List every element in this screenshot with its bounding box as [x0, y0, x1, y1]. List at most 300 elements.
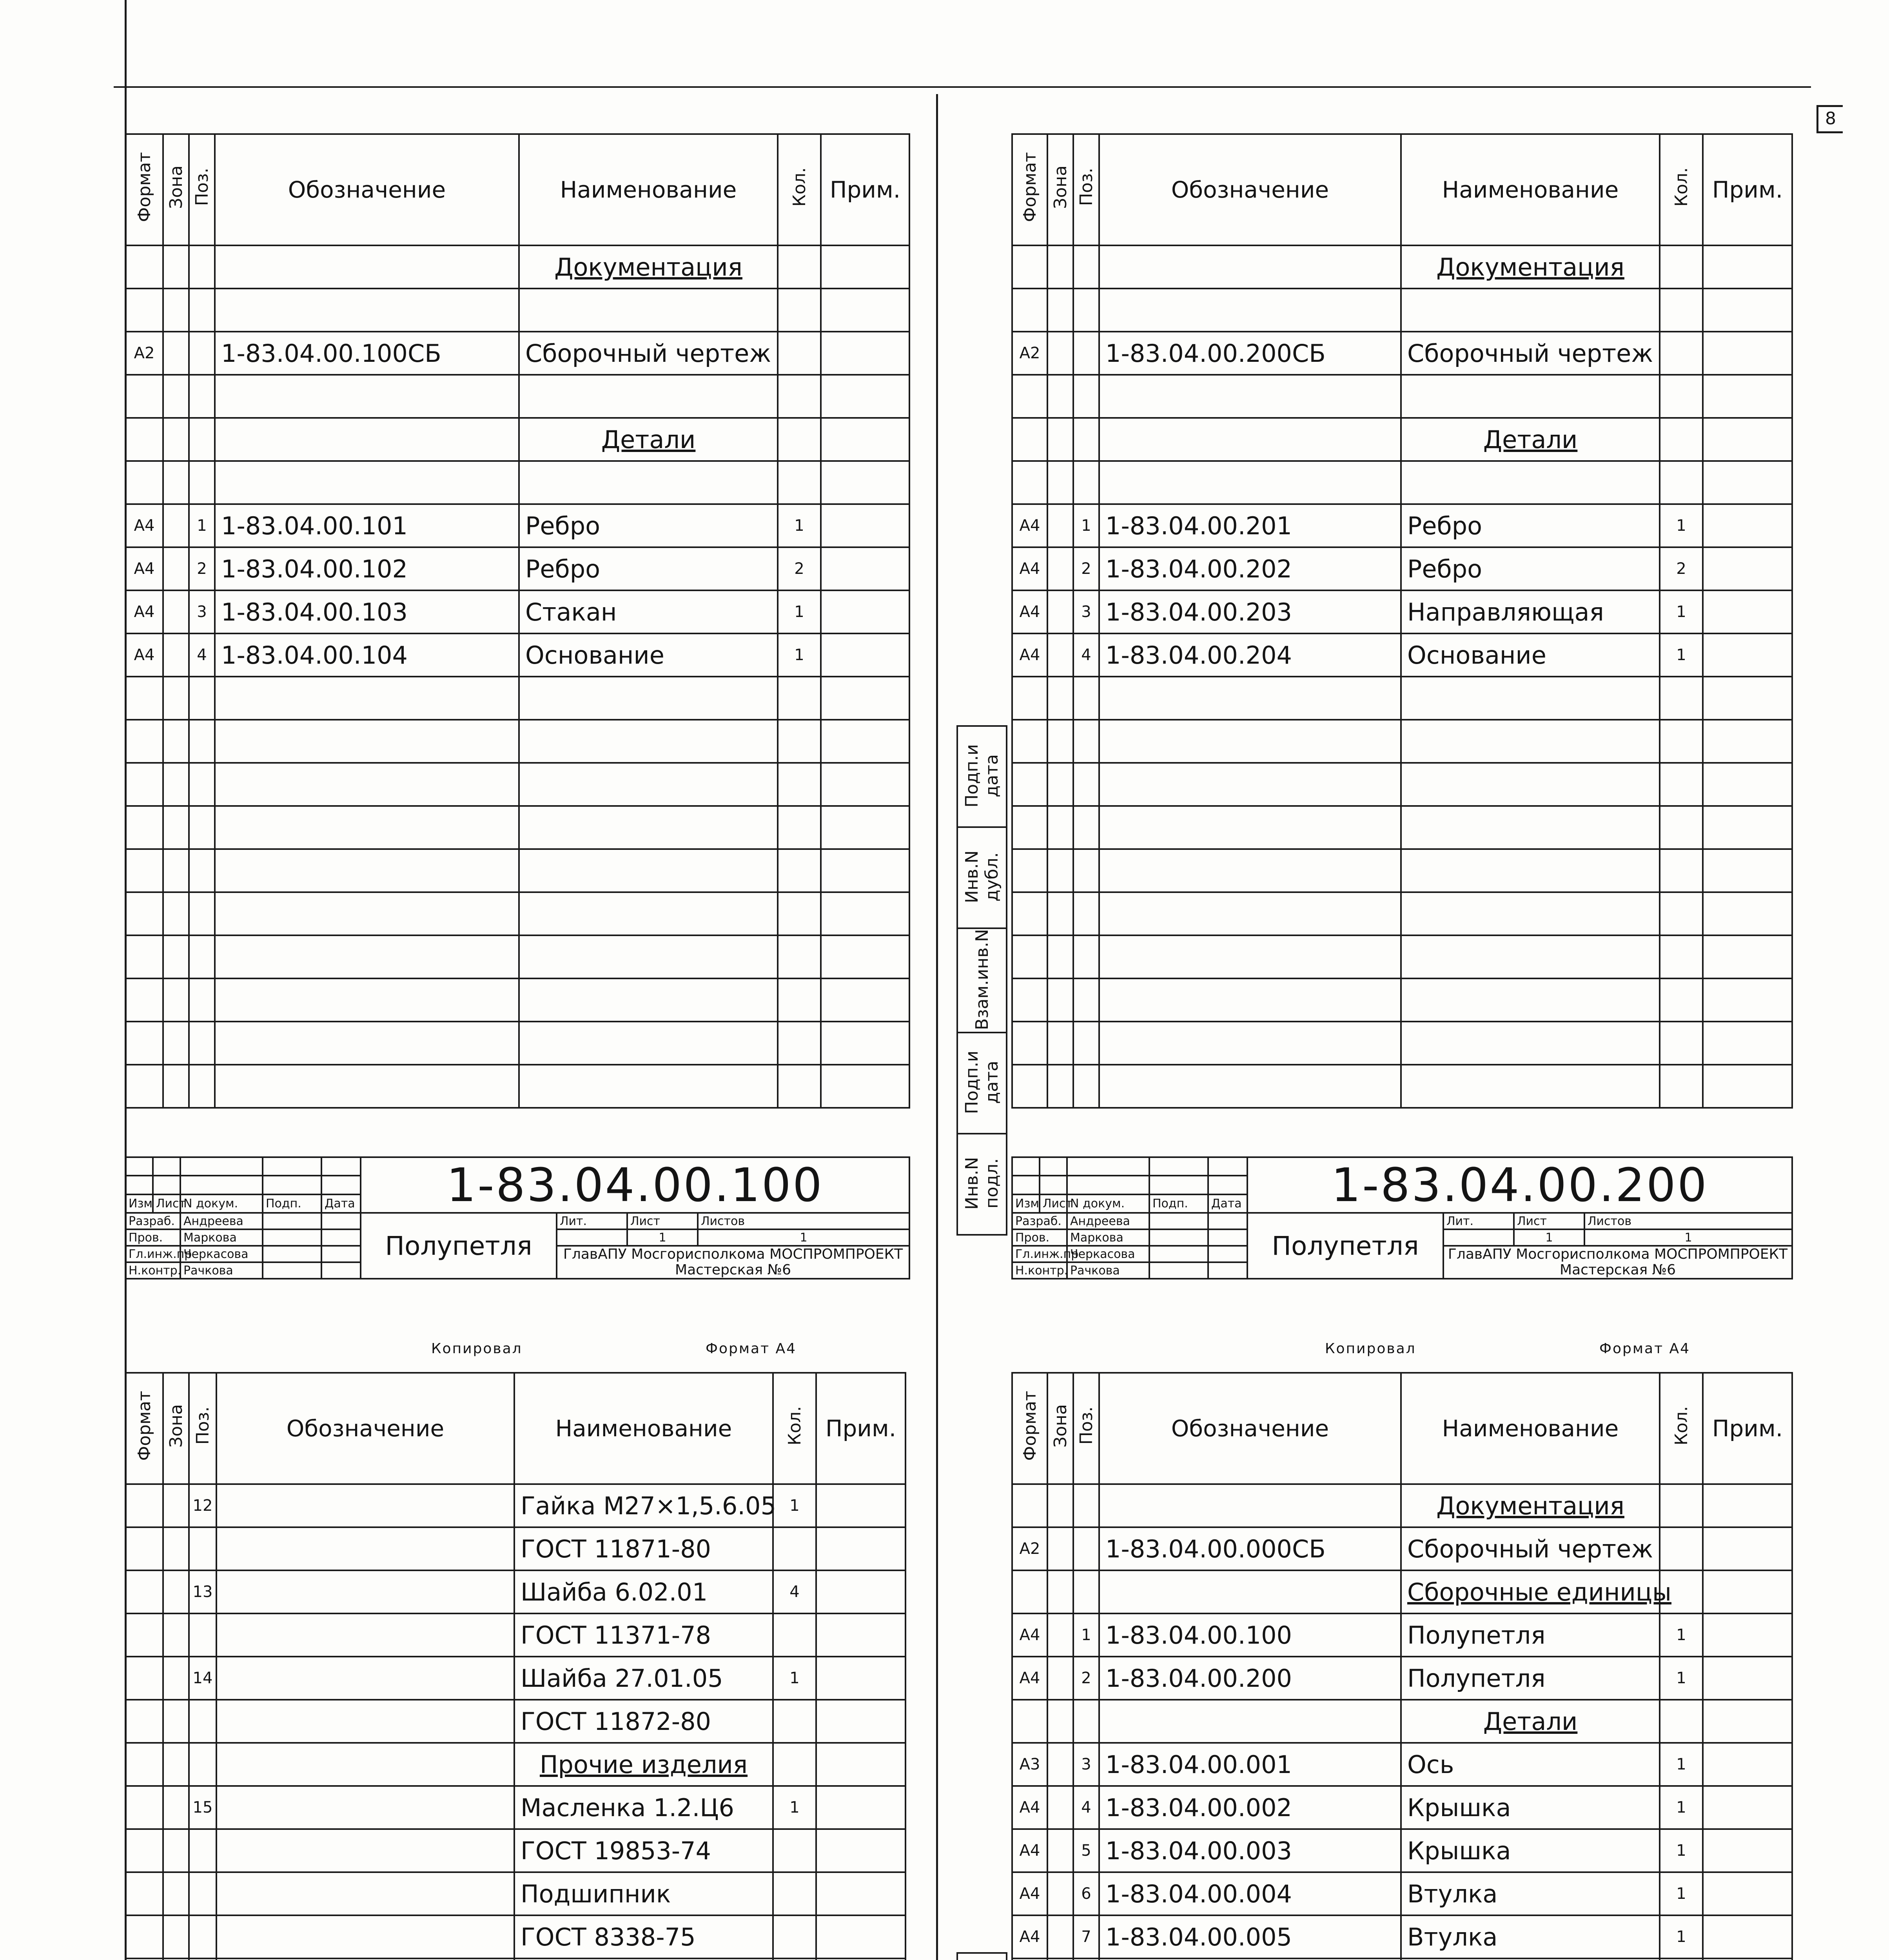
cell-name [1401, 935, 1660, 978]
cell-note [1703, 289, 1792, 332]
cell-qty [778, 677, 821, 720]
cell-zone [1047, 461, 1073, 504]
cell-name: Ребро [1401, 547, 1660, 590]
cell-designation [216, 1786, 514, 1829]
org-name: ГлавАПУ Мосгорисполкома МОСПРОМПРОЕКТ Мастерская №6 [557, 1246, 909, 1279]
cell-format [1012, 892, 1047, 935]
table-row [125, 289, 909, 332]
cell-qty [1660, 849, 1703, 892]
cell-pos: 15 [189, 1786, 216, 1829]
cell-designation [1099, 806, 1401, 849]
cell-zone [1047, 1527, 1073, 1570]
stamp-sheets: Листов [698, 1213, 909, 1229]
cell-note [1703, 763, 1792, 806]
cell-name: Гайка М27×1,5.6.05 [514, 1484, 773, 1527]
cell-qty: 1 [778, 633, 821, 677]
cell-qty [778, 806, 821, 849]
cell-pos: 13 [189, 1570, 216, 1613]
cell-pos [189, 677, 215, 720]
cell-format [1012, 677, 1047, 720]
cell-format [125, 1527, 163, 1570]
title-block-1 [125, 1156, 910, 1279]
cell-qty [778, 1065, 821, 1108]
cell-qty [778, 763, 821, 806]
cell-name: Ребро [519, 547, 778, 590]
cell-zone [163, 978, 189, 1022]
cell-qty [1660, 935, 1703, 978]
cell-format [125, 1022, 163, 1065]
cell-name [519, 677, 778, 720]
cell-designation [1099, 1958, 1401, 1960]
side-label: Взам.инв.N [957, 928, 1007, 1033]
cell-pos [189, 892, 215, 935]
cell-name [519, 1065, 778, 1108]
table-row [125, 1829, 905, 1872]
cell-name: Документация [1401, 245, 1660, 289]
cell-pos [1073, 461, 1099, 504]
cell-qty: 1 [1660, 1872, 1703, 1915]
cell-designation [215, 978, 519, 1022]
table-row [1012, 633, 1792, 677]
cell-name: Полупетля [1401, 1613, 1660, 1657]
cell-zone [163, 332, 189, 375]
cell-format: А4 [125, 590, 163, 633]
cell-name [1401, 1958, 1660, 1960]
cell-qty [778, 461, 821, 504]
cell-qty [1660, 375, 1703, 418]
table-row [125, 332, 909, 375]
cell-format: А3 [1012, 1743, 1047, 1786]
cell-name [519, 289, 778, 332]
cell-zone [1047, 1829, 1073, 1872]
cell-pos [189, 1022, 215, 1065]
col-designation: Обозначение [1099, 1373, 1401, 1484]
cell-format [1012, 289, 1047, 332]
cell-format [125, 461, 163, 504]
table-row [125, 978, 909, 1022]
stamp-glinzh: Гл.инж.пр [1012, 1246, 1067, 1262]
cell-note [821, 633, 909, 677]
cell-name: Ребро [519, 504, 778, 547]
cell-note [816, 1958, 905, 1960]
cell-note [816, 1872, 905, 1915]
cell-designation: 1-83.04.00.202 [1099, 547, 1401, 590]
cell-format: А4 [1012, 1872, 1047, 1915]
cell-qty: 1 [778, 504, 821, 547]
col-zone: Зона [163, 134, 189, 245]
cell-format [125, 289, 163, 332]
cell-pos [1073, 245, 1099, 289]
cell-note [1703, 1829, 1792, 1872]
table-row [125, 1700, 905, 1743]
table-row [1012, 1022, 1792, 1065]
cell-zone [163, 461, 189, 504]
cell-pos [1073, 375, 1099, 418]
cell-pos: 14 [189, 1657, 216, 1700]
cell-format [1012, 1065, 1047, 1108]
cell-designation: 1-83.04.00.000СБ [1099, 1527, 1401, 1570]
table-row [1012, 720, 1792, 763]
cell-qty: 1 [778, 590, 821, 633]
cell-zone [1047, 375, 1073, 418]
stamp-razrab: Разраб. [125, 1213, 180, 1229]
cell-designation: 1-83.04.00.102 [215, 547, 519, 590]
cell-note [1703, 332, 1792, 375]
table-row [125, 1065, 909, 1108]
spec-table-2 [1011, 133, 1793, 1109]
cell-zone [163, 935, 189, 978]
cell-designation [1099, 1484, 1401, 1527]
cell-pos [1073, 677, 1099, 720]
col-note: Прим. [816, 1373, 905, 1484]
table-row [125, 720, 909, 763]
cell-designation: 1-83.04.00.104 [215, 633, 519, 677]
cell-note [816, 1613, 905, 1657]
org-name: ГлавАПУ Мосгорисполкома МОСПРОМПРОЕКТ Мастерская №6 [1443, 1246, 1792, 1279]
cell-note [1703, 547, 1792, 590]
cell-format: А4 [1012, 1613, 1047, 1657]
cell-zone [163, 763, 189, 806]
stamp-sheets: Листов [1584, 1213, 1792, 1229]
cell-note [821, 590, 909, 633]
cell-qty [778, 720, 821, 763]
cell-designation [1099, 892, 1401, 935]
cell-note [821, 892, 909, 935]
cell-pos [189, 849, 215, 892]
cell-note [1703, 1022, 1792, 1065]
cell-designation [1099, 978, 1401, 1022]
cell-format [125, 849, 163, 892]
cell-zone [163, 547, 189, 590]
cell-note [821, 763, 909, 806]
cell-qty: 1 [1660, 1657, 1703, 1700]
cell-format: А4 [1012, 1786, 1047, 1829]
cell-qty [1660, 332, 1703, 375]
cell-note [1703, 806, 1792, 849]
cell-name: Шайба 27.01.05 [514, 1657, 773, 1700]
cell-name: Документация [1401, 1484, 1660, 1527]
cell-designation [215, 935, 519, 978]
cell-format [125, 1484, 163, 1527]
cell-name: Втулка [1401, 1872, 1660, 1915]
cell-zone [1047, 245, 1073, 289]
table-row [125, 245, 909, 289]
col-zone: Зона [1047, 1373, 1073, 1484]
cell-note [821, 418, 909, 461]
cell-zone [1047, 1613, 1073, 1657]
cell-note [1703, 892, 1792, 935]
cell-pos [189, 1700, 216, 1743]
side-stamp-2 [956, 725, 1007, 1236]
table-row [1012, 1915, 1792, 1958]
cell-format [1012, 461, 1047, 504]
table-row [125, 418, 909, 461]
cell-name: Детали [1401, 418, 1660, 461]
spec-table-3 [125, 1372, 906, 1960]
cell-name: Прочие изделия [514, 1743, 773, 1786]
cell-note [821, 935, 909, 978]
cell-format: А4 [125, 633, 163, 677]
cell-zone [163, 1700, 189, 1743]
cell-format: А4 [125, 504, 163, 547]
table-row [1012, 1829, 1792, 1872]
cell-qty: 1 [773, 1484, 816, 1527]
cell-designation [216, 1613, 514, 1657]
cell-designation: 1-83.04.00.002 [1099, 1786, 1401, 1829]
cell-note [1703, 1657, 1792, 1700]
cell-format [125, 1657, 163, 1700]
table-row [125, 849, 909, 892]
cell-pos: 6 [1073, 1872, 1099, 1915]
cell-designation [215, 1065, 519, 1108]
col-name: Наименование [1401, 134, 1660, 245]
cell-format [125, 720, 163, 763]
cell-qty [1660, 720, 1703, 763]
table-row [1012, 1484, 1792, 1527]
cell-pos [1073, 1958, 1099, 1960]
cell-qty [1660, 806, 1703, 849]
col-note: Прим. [1703, 1373, 1792, 1484]
cell-pos [1073, 1022, 1099, 1065]
col-name: Наименование [514, 1373, 773, 1484]
col-pos: Поз. [1073, 134, 1099, 245]
cell-note [821, 849, 909, 892]
cell-qty [778, 289, 821, 332]
cell-designation: 1-83.04.00.200 [1099, 1657, 1401, 1700]
cell-qty [778, 849, 821, 892]
cell-format [1012, 763, 1047, 806]
cell-designation: 1-83.04.00.204 [1099, 633, 1401, 677]
cell-name [519, 763, 778, 806]
cell-designation [216, 1527, 514, 1570]
sheets-no: 1 [1584, 1229, 1792, 1246]
cell-name: Сборочный чертеж [1401, 1527, 1660, 1570]
cell-zone [1047, 1657, 1073, 1700]
cell-note [1703, 978, 1792, 1022]
cell-note [1703, 590, 1792, 633]
cell-qty [1660, 1484, 1703, 1527]
table-row [125, 1527, 905, 1570]
cell-name: ГОСТ 11872-80 [514, 1700, 773, 1743]
col-format: Формат [1012, 134, 1047, 245]
table-row [125, 461, 909, 504]
col-format: Формат [125, 1373, 163, 1484]
cell-designation [1099, 849, 1401, 892]
table-row [1012, 1657, 1792, 1700]
stamp-data: Дата [321, 1194, 361, 1213]
cell-zone [1047, 978, 1073, 1022]
cell-designation [1099, 763, 1401, 806]
vertical-divider [936, 94, 938, 1960]
doc-title: Полупетля [1247, 1213, 1443, 1279]
cell-designation [216, 1743, 514, 1786]
cell-format [1012, 978, 1047, 1022]
side-label: Подп.и дата [957, 1033, 1007, 1134]
table-row [1012, 1065, 1792, 1108]
stamp-sheet: Лист [627, 1213, 698, 1229]
col-format: Формат [1012, 1373, 1047, 1484]
cell-note [816, 1657, 905, 1700]
table-row [1012, 935, 1792, 978]
cell-zone [1047, 590, 1073, 633]
table-row [125, 1743, 905, 1786]
cell-qty [1660, 892, 1703, 935]
cell-designation [1099, 935, 1401, 978]
cell-pos: 3 [1073, 1743, 1099, 1786]
cell-designation [215, 806, 519, 849]
spec-table-1 [125, 133, 910, 1109]
cell-pos: 4 [1073, 633, 1099, 677]
cell-zone [1047, 547, 1073, 590]
cell-pos [189, 332, 215, 375]
cell-zone [163, 1657, 189, 1700]
cell-format: А4 [1012, 504, 1047, 547]
cell-format [125, 806, 163, 849]
top-rule [114, 86, 1811, 88]
cell-note [1703, 504, 1792, 547]
doc-title: Полупетля [361, 1213, 557, 1279]
cell-qty [773, 1743, 816, 1786]
cell-name: Полупетля [1401, 1657, 1660, 1700]
table-row [125, 1613, 905, 1657]
cell-format [1012, 935, 1047, 978]
cell-format [125, 1743, 163, 1786]
cell-qty [1660, 763, 1703, 806]
cell-name [519, 849, 778, 892]
cell-designation [216, 1484, 514, 1527]
cell-qty [1660, 1022, 1703, 1065]
cell-note [1703, 245, 1792, 289]
table-row [125, 677, 909, 720]
table-row [125, 806, 909, 849]
cell-note [821, 978, 909, 1022]
cell-format [125, 1613, 163, 1657]
stamp-ndoc: N докум. [1067, 1194, 1149, 1213]
cell-designation: 1-83.04.00.203 [1099, 590, 1401, 633]
cell-note [1703, 849, 1792, 892]
cell-name [519, 1022, 778, 1065]
copied-label: Копировал [431, 1341, 523, 1357]
cell-zone [1047, 289, 1073, 332]
cell-qty [773, 1700, 816, 1743]
cell-qty: 1 [1660, 633, 1703, 677]
cell-pos [1073, 892, 1099, 935]
cell-name [519, 806, 778, 849]
cell-pos [189, 1527, 216, 1570]
cell-qty [1660, 1700, 1703, 1743]
cell-format [1012, 1484, 1047, 1527]
cell-name [519, 375, 778, 418]
cell-qty [773, 1872, 816, 1915]
cell-designation [215, 763, 519, 806]
cell-zone [163, 720, 189, 763]
table-row [1012, 504, 1792, 547]
table-row [1012, 1958, 1792, 1960]
cell-qty [1660, 245, 1703, 289]
cell-format [1012, 245, 1047, 289]
cell-name: Основание [519, 633, 778, 677]
cell-pos [1073, 289, 1099, 332]
cell-pos: 4 [1073, 1786, 1099, 1829]
cell-name: Основание [1401, 633, 1660, 677]
cell-note [821, 504, 909, 547]
cell-format [125, 1872, 163, 1915]
table-row [1012, 1786, 1792, 1829]
cell-format [125, 892, 163, 935]
cell-zone [1047, 1915, 1073, 1958]
cell-qty: 2 [1660, 547, 1703, 590]
cell-zone [163, 1743, 189, 1786]
cell-name [1401, 375, 1660, 418]
cell-note [1703, 1613, 1792, 1657]
cell-name [1401, 849, 1660, 892]
cell-note [1703, 418, 1792, 461]
cell-pos: 12 [189, 1484, 216, 1527]
cell-format: А2 [125, 332, 163, 375]
table-row [1012, 1570, 1792, 1613]
cell-zone [1047, 633, 1073, 677]
cell-format: А4 [1012, 633, 1047, 677]
cell-zone [1047, 1065, 1073, 1108]
table-row [125, 1915, 905, 1958]
cell-qty: 1 [1660, 590, 1703, 633]
cell-zone [1047, 892, 1073, 935]
cell-qty [773, 1915, 816, 1958]
cell-qty: 1 [1660, 504, 1703, 547]
cell-designation: 1-83.04.00.103 [215, 590, 519, 633]
stamp-prov: Пров. [1012, 1229, 1067, 1246]
table-row [125, 633, 909, 677]
cell-designation [1099, 677, 1401, 720]
cell-qty [778, 978, 821, 1022]
cell-designation [215, 461, 519, 504]
spec-header [1012, 134, 1792, 245]
col-format: Формат [125, 134, 163, 245]
cell-note [821, 289, 909, 332]
cell-designation [1099, 720, 1401, 763]
cell-name: Ребро [1401, 504, 1660, 547]
spec-header [1012, 1373, 1792, 1484]
cell-pos [189, 1613, 216, 1657]
stamp-izm: Изм [1012, 1194, 1040, 1213]
spec-header [125, 1373, 905, 1484]
cell-note [816, 1527, 905, 1570]
cell-name: Подшипник [514, 1872, 773, 1915]
cell-designation [215, 677, 519, 720]
side-stamp-4 [956, 1952, 1007, 1960]
cell-pos [189, 289, 215, 332]
cell-pos [1073, 935, 1099, 978]
cell-zone [1047, 1872, 1073, 1915]
col-qty: Кол. [1660, 1373, 1703, 1484]
cell-pos: 2 [1073, 547, 1099, 590]
table-row [1012, 245, 1792, 289]
cell-format [125, 677, 163, 720]
nkontr-name: Рачкова [1067, 1262, 1149, 1279]
table-row [125, 1657, 905, 1700]
cell-zone [163, 1613, 189, 1657]
cell-qty: 2 [778, 547, 821, 590]
cell-zone [1047, 1570, 1073, 1613]
cell-note [1703, 1570, 1792, 1613]
cell-note [816, 1484, 905, 1527]
cell-pos [189, 935, 215, 978]
cell-name: Крышка [1401, 1786, 1660, 1829]
glinzh-name: Черкасова [180, 1246, 263, 1262]
cell-note [1703, 375, 1792, 418]
stamp-glinzh: Гл.инж.пр [125, 1246, 180, 1262]
cell-format: А2 [1012, 332, 1047, 375]
